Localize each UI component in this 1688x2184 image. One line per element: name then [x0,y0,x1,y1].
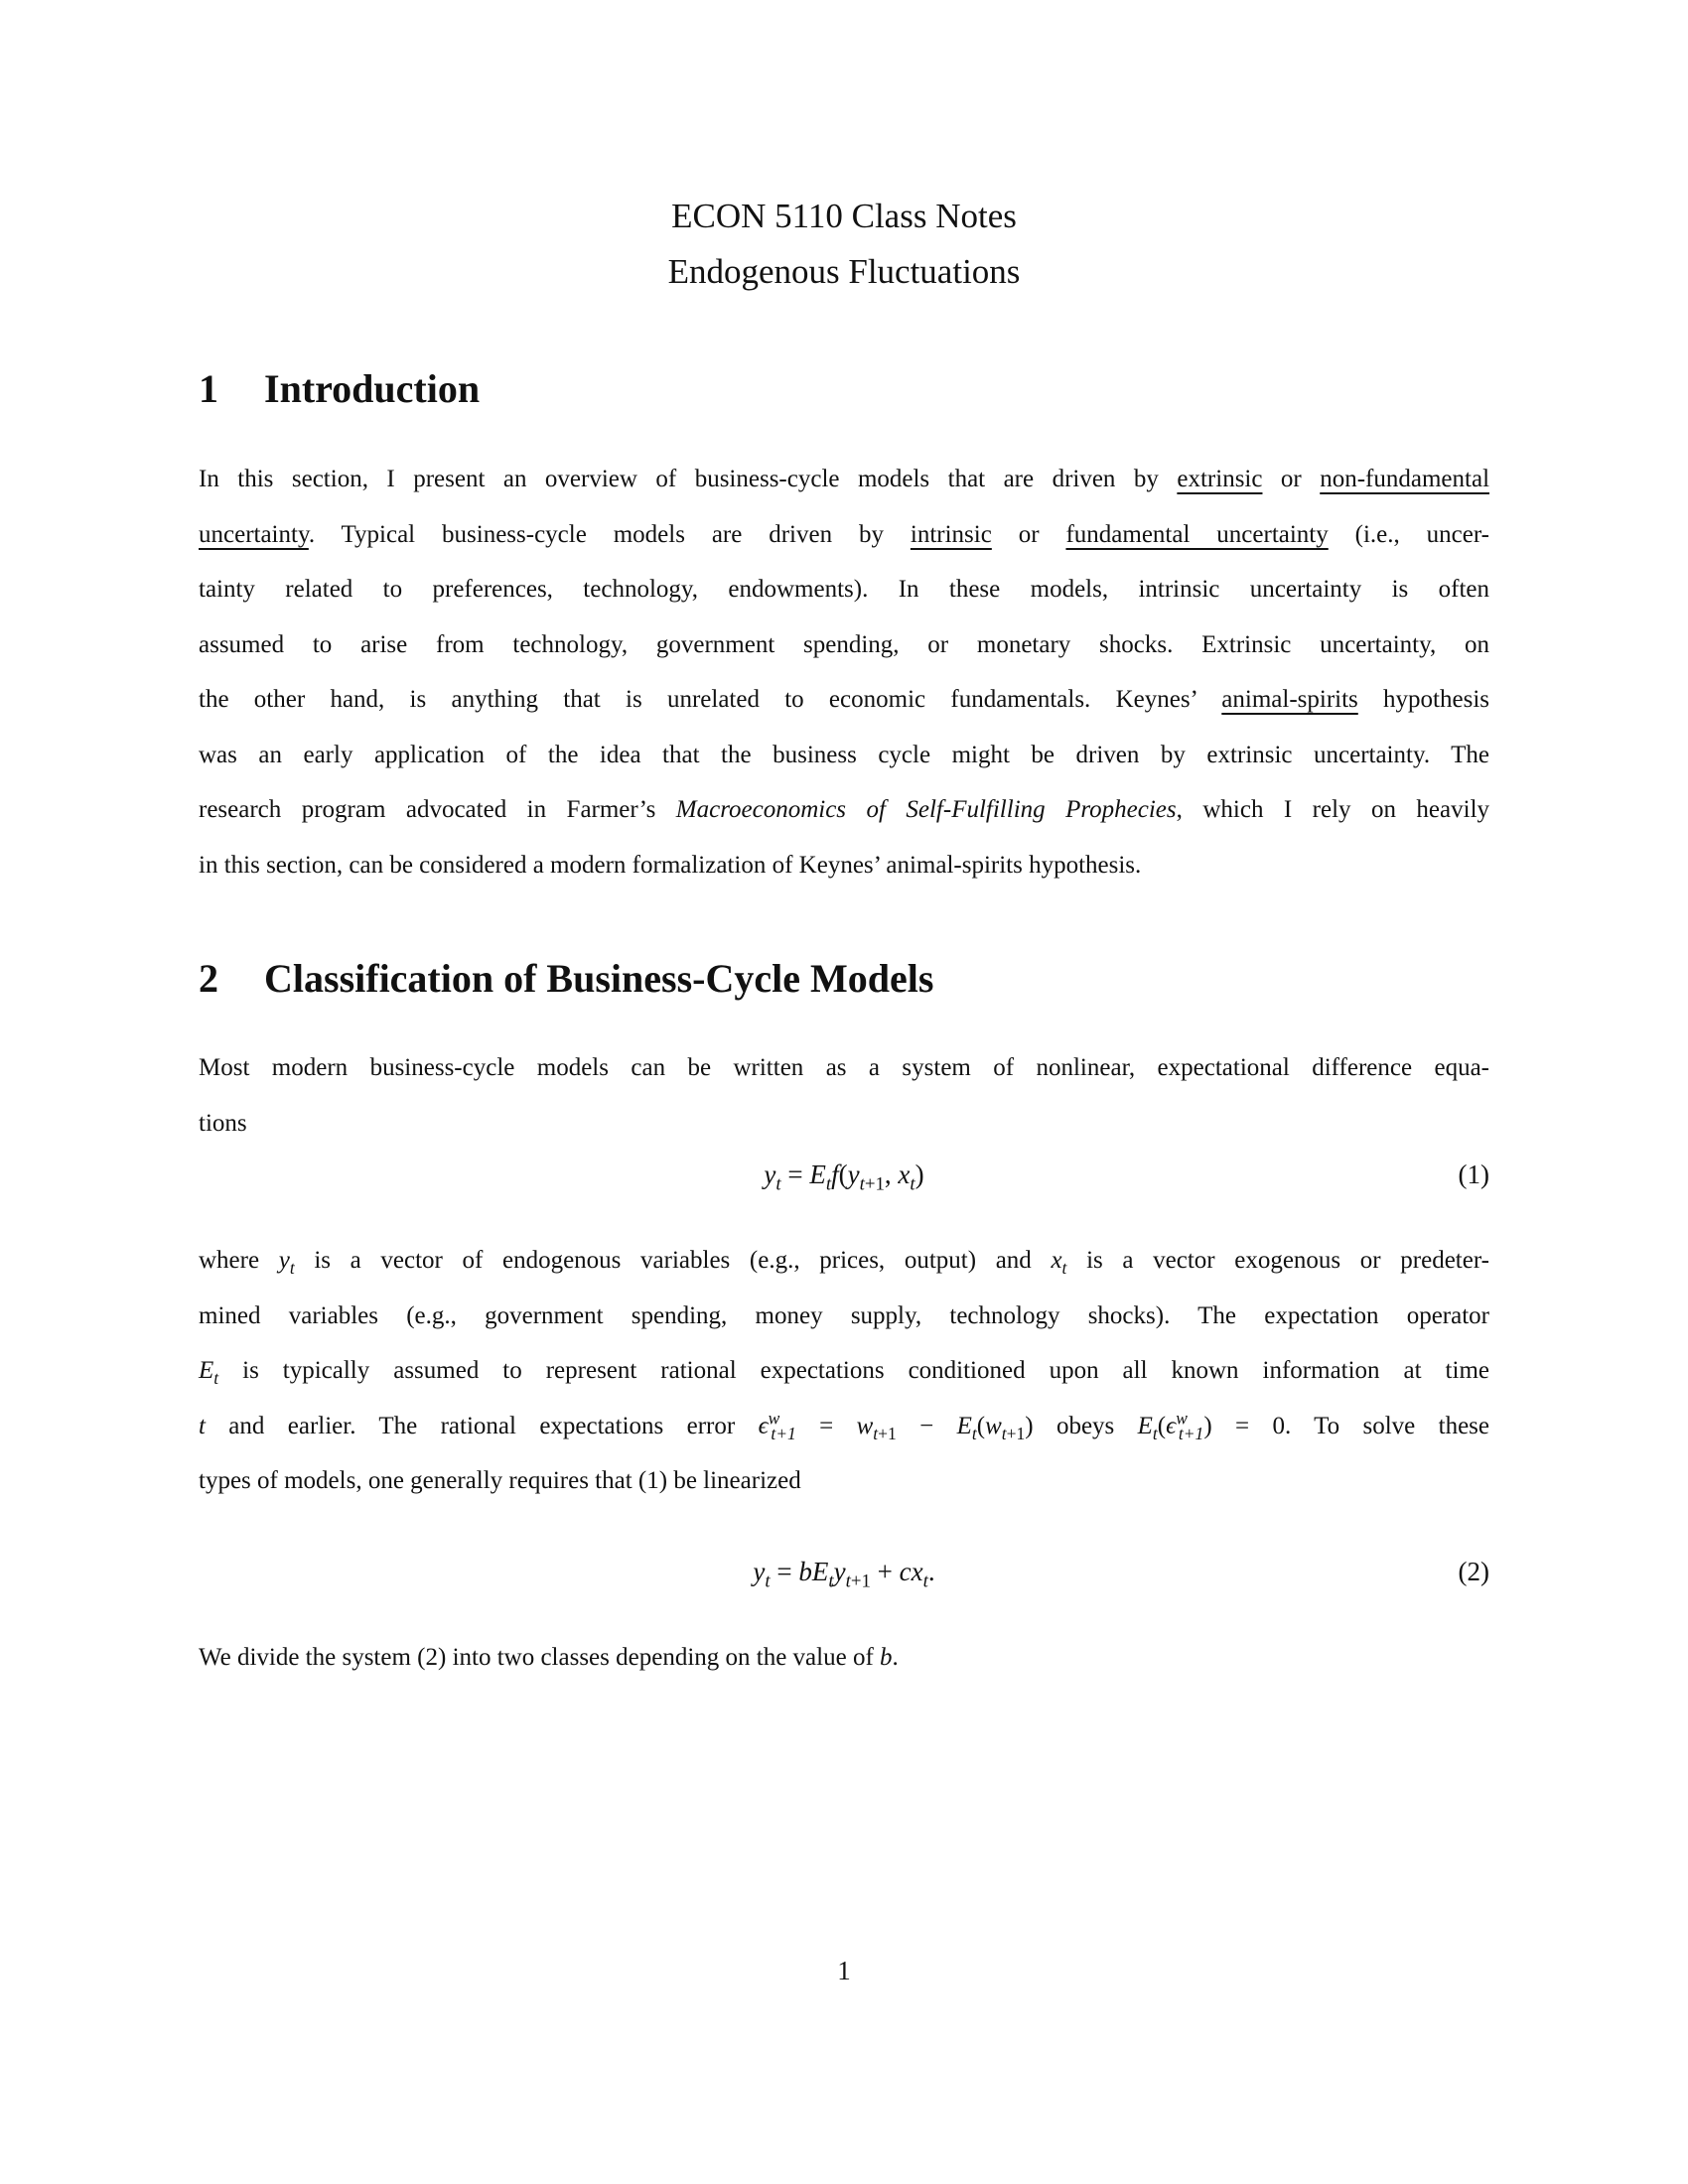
text-line: tainty related to preferences, technology, endowments). In these models, intrinsic uncertainty is often [199,576,1489,603]
section-number: 2 [199,956,218,1001]
text-line: research program advocated in Farmer’s Macroeconomics of Self-Fulfilling Prophecies, which I rely on heavily [199,796,1490,823]
book-title: Macroeconomics of Self-Fulfilling Prophecies [675,796,1177,823]
introduction-paragraph [199,452,1489,892]
text-line: assumed to arise from technology, government spending, or monetary shocks. Extrinsic uncertainty, on [199,630,1489,658]
term-extrinsic: extrinsic [1177,466,1263,492]
equation-1 [199,1160,1489,1207]
term-intrinsic: intrinsic [910,520,992,548]
text-line: where $y_t$ is a vector of endogenous variables (e.g., prices, output) and $x_t$ is a vector exogenous or predeter- [199,1247,1489,1278]
equation-2 [199,1557,1489,1604]
term-fundamental-uncertainty: fundamental uncertainty [1065,520,1329,548]
text-line: types of models, one generally requires that (1) be linearized [199,1467,801,1494]
title-line-course: ECON 5110 Class Notes [671,197,1017,235]
section-number: 1 [199,366,218,411]
term-animal-spirits: animal-spirits [1221,686,1358,713]
text-line: mined variables (e.g., government spending, money supply, technology shocks). The expectation operator [199,1301,1489,1329]
equation-expression: $y_t = bE_ty_{t+1} + cx_t$. [753,1557,935,1592]
text-line: was an early application of the idea that the business cycle might be driven by extrinsic uncertainty. The [199,741,1489,768]
classification-paragraph [199,1040,1489,1151]
text-line: in this section, can be considered a modern formalization of Keynes’ animal-spirits hypothesis. [199,851,1142,879]
section-heading-introduction [199,365,1489,413]
equation-number: (2) [1458,1557,1489,1586]
text-line: uncertainty. Typical business-cycle models are driven by intrinsic or fundamental uncertainty (i.e., uncer- [199,520,1489,548]
text-line: tions [199,1109,247,1137]
text-line: Most modern business-cycle models can be written as a system of nonlinear, expectational difference equa- [199,1054,1489,1081]
section-title: Introduction [264,366,481,411]
term-uncertainty: uncertainty [199,520,309,548]
definitions-paragraph [199,1233,1489,1509]
equation-expression: $y_t = E_tf(y_{t+1}$, $x_t$) [764,1160,924,1195]
title-line-topic: Endogenous Fluctuations [667,252,1021,291]
text-line: t and earlier. The rational expectations error $\epsilon^w_{t+1} = w_{t+1} - E_t(w_{t+1})$ obeys $E_t(\epsilon^w_{t+1}) = 0$. To solve these [199,1408,1490,1443]
section-title: Classification of Business-Cycle Models [264,956,934,1001]
page-number: 1 [837,1956,851,1985]
text-line: $E_t$ is typically assumed to represent rational expectations conditioned upon all known information at time [199,1357,1489,1388]
closing-paragraph [199,1630,1489,1686]
section-heading-classification [199,955,1489,1003]
text-line: the other hand, is anything that is unrelated to economic fundamentals. Keynes’ animal-spirits hypothesis [199,686,1489,713]
text-line: We divide the system (2) into two classes depending on the value of b. [199,1644,899,1671]
term-non-fundamental: non-fundamental [1320,466,1490,492]
text-line: In this section, I present an overview of business-cycle models that are driven by extrinsic or non-fundamental [199,466,1490,492]
document-title [0,189,1688,300]
equation-number: (1) [1458,1160,1489,1189]
